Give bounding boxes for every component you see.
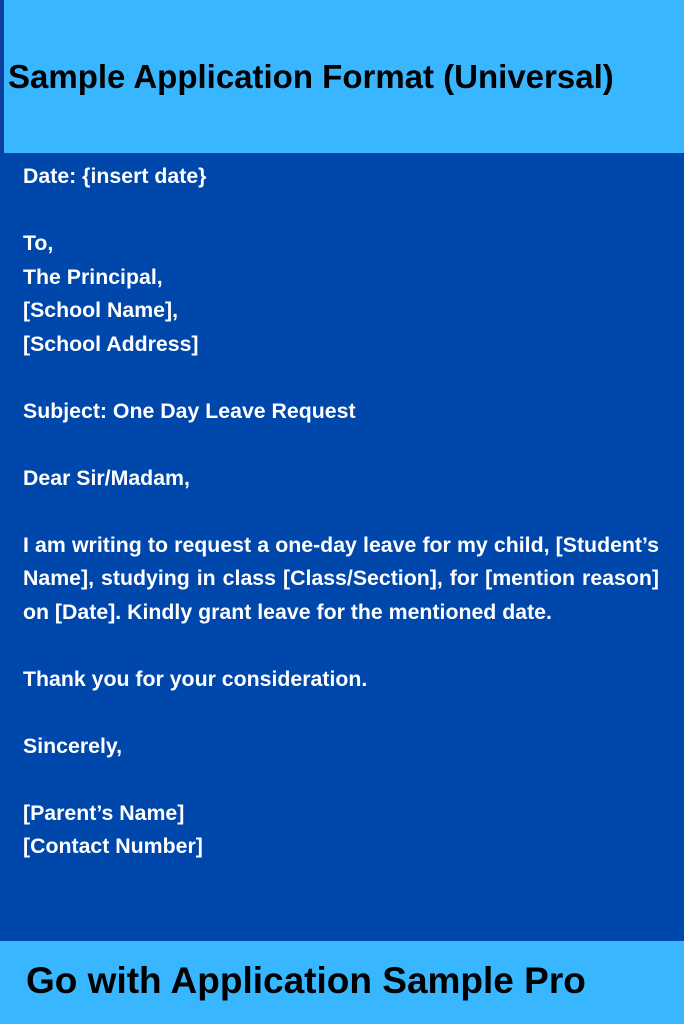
letter-subject: Subject: One Day Leave Request <box>23 398 356 423</box>
spacer <box>23 428 659 462</box>
footer-tagline: Go with Application Sample Pro <box>26 960 586 1001</box>
letter-salutation: Dear Sir/Madam, <box>23 465 190 490</box>
letter-recipient: The Principal, <box>23 264 163 289</box>
spacer <box>23 696 659 730</box>
spacer <box>23 629 659 663</box>
spacer <box>23 495 659 529</box>
letter-closing: Sincerely, <box>23 733 123 758</box>
spacer <box>23 763 659 797</box>
letter-contact-number: [Contact Number] <box>23 834 203 858</box>
letter-thanks: Thank you for your consideration. <box>23 666 368 691</box>
spacer <box>23 361 659 395</box>
letter-parent-name: [Parent’s Name] <box>23 800 185 825</box>
spacer <box>23 194 659 228</box>
letter-to: To, <box>23 231 54 255</box>
footer-banner <box>0 941 684 1024</box>
page-title: Sample Application Format (Universal) <box>8 58 614 95</box>
letter-school-name: [School Name], <box>23 298 179 322</box>
letter-date: Date: {insert date} <box>23 164 207 188</box>
letter-school-address: [School Address] <box>23 331 199 356</box>
letter-body <box>23 160 659 864</box>
letter-body-paragraph: I am writing to request a one-day leave for my child, [Student’s Name], studying in class [Class/Section], for [mention reason] on [Date]. Kindly grant leave for the mentioned date. <box>23 532 659 624</box>
header-banner <box>0 0 684 153</box>
